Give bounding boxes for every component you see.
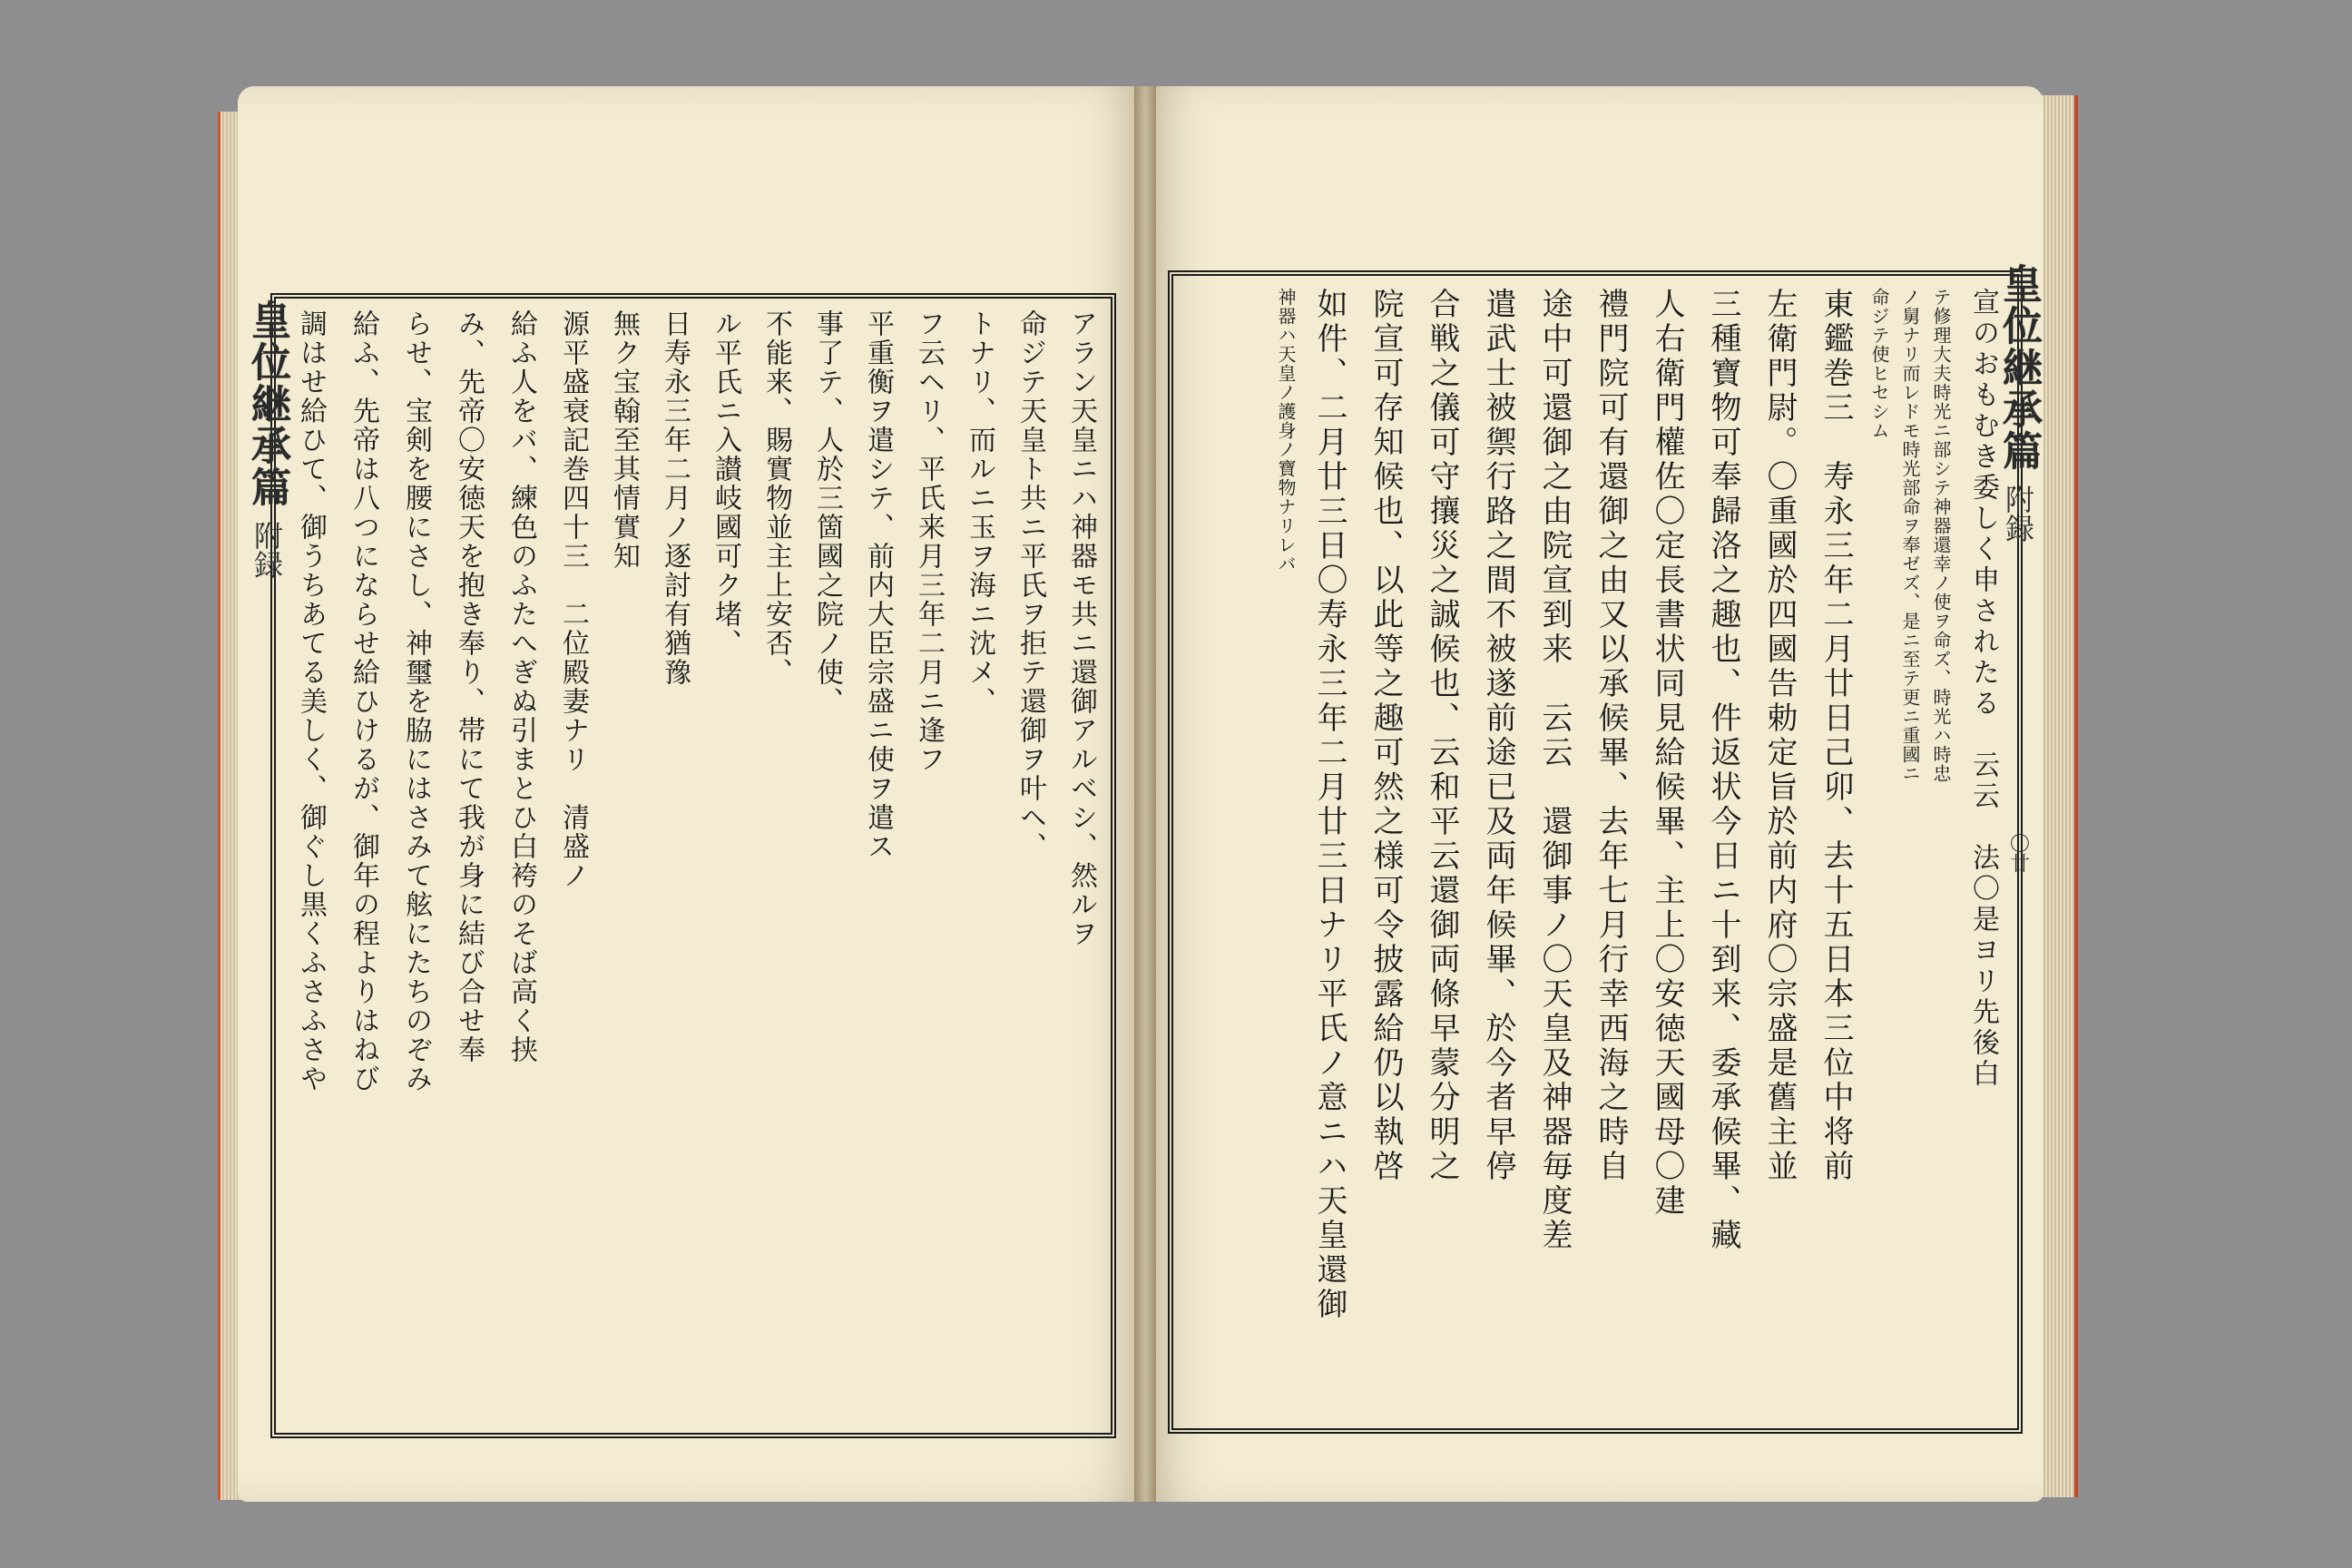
text-column: アラン天皇ニハ神器モ共ニ還御アルベシ、然ルヲ [1065,309,1097,948]
text-column: 平重衡ヲ遣シテ、前内大臣宗盛ニ使ヲ遣ス [862,309,894,861]
right-page-text [1174,275,2009,1420]
book-gutter [1134,86,1156,1502]
open-book [218,86,2078,1511]
text-column: 遣武士被禦行路之間不被遂前途已及両年候畢、於今者早停 [1480,288,1516,1184]
text-column: 禮門院可有還御之由又以承候畢、去年七月行幸西海之時自 [1592,288,1629,1184]
text-column: 三種寶物可奉歸洛之趣也、件返状今日ニ十到来、委承候畢、藏 [1705,288,1741,1253]
text-column: 不能来、賜實物並主上安否、 [760,309,792,687]
left-spine-subtitle: 附録 [250,521,284,579]
text-column: ル平氏ニ入讃岐國可ク堵、 [710,309,741,658]
text-column: 事了テ、人於三箇國之院ノ使、 [811,309,843,716]
text-column: 日寿永三年二月ノ逐討有猶豫 [659,309,691,687]
left-spine-title: 皇位継承篇 [244,299,290,508]
text-column: トナリ、而ルニ玉ヲ海ニ沈メ、 [964,309,995,716]
text-column: 院宣可存知候也、以此等之趣可然之様可令披露給仍以執啓 [1367,288,1404,1184]
text-column: 無ク宝翰至其情實知 [608,309,640,571]
left-page-text [276,297,1106,1426]
text-column: 人右衛門權佐〇定長書状同見給候畢、主上〇安徳天國母〇建 [1649,288,1685,1219]
right-page [1145,86,2043,1502]
text-column: 如件、二月廿三日〇寿永三年二月廿三日ナリ平氏ノ意ニハ天皇還御 [1311,288,1348,1322]
text-column: 神器ハ天皇ノ護身ノ寶物ナリレバ [1275,288,1297,573]
text-column: 給ふ人をバ、練色のふたへぎぬ引まとひ白袴のそば高く挟 [505,309,537,1064]
text-column [276,297,284,1426]
text-column: 給ふ、先帝は八つにならせ給ひけるが、御年の程よりはねび [348,309,379,1093]
text-column: 東鑑巻三 寿永三年二月廿日己卯、去十五日本三位中将前 [1818,288,1854,1184]
text-column: テ修理大夫時光ニ部シテ神器還幸ノ使ヲ命ズ、時光ハ時忠 [1930,288,1952,783]
text-column: フ云ヘリ、平氏来月三年二月ニ逢フ [913,309,945,774]
right-spine-title: 皇位継承篇 [1995,263,2042,472]
text-column: 命ジテ天皇ト共ニ平氏ヲ拒テ還御ヲ叶ヘ、 [1014,309,1046,861]
text-column: 左衛門尉。〇重國於四國告勅定旨於前内府〇宗盛是舊主並 [1761,288,1798,1184]
left-page [238,86,1145,1502]
page-number: 〇廿 [2006,833,2030,873]
text-column: 調はせ給ひて、御うちあてる美しく、御ぐし黒くふさふさや [295,309,327,1093]
text-column: ノ舅ナリ而レドモ時光部命ヲ奉ゼズ、是ニ至テ更ニ重國ニ [1899,288,1921,783]
text-column: 源平盛衰記巻四十三 二位殿妻ナリ 清盛ノ [557,309,589,890]
text-column: 宣のおもむき委しく申されたる 云云 法〇是ヨリ先後白 [1967,288,1999,1090]
text-column: 合戦之儀可守攘災之誠候也、云和平云還御両條早蒙分明之 [1424,288,1460,1184]
text-column: 途中可還御之由院宣到来 云云 還御事ノ〇天皇及神器毎度差 [1536,288,1573,1253]
right-spine-subtitle: 附録 [2001,485,2035,543]
text-column: 命ジテ使ヒセシム [1868,288,1890,440]
text-column: らせ、宝剣を腰にさし、神璽を脇にはさみて舷にたちのぞみ [400,309,432,1093]
text-column: み、先帝〇安徳天を抱き奉り、帯にて我が身に結び合せ奉 [453,309,485,1064]
